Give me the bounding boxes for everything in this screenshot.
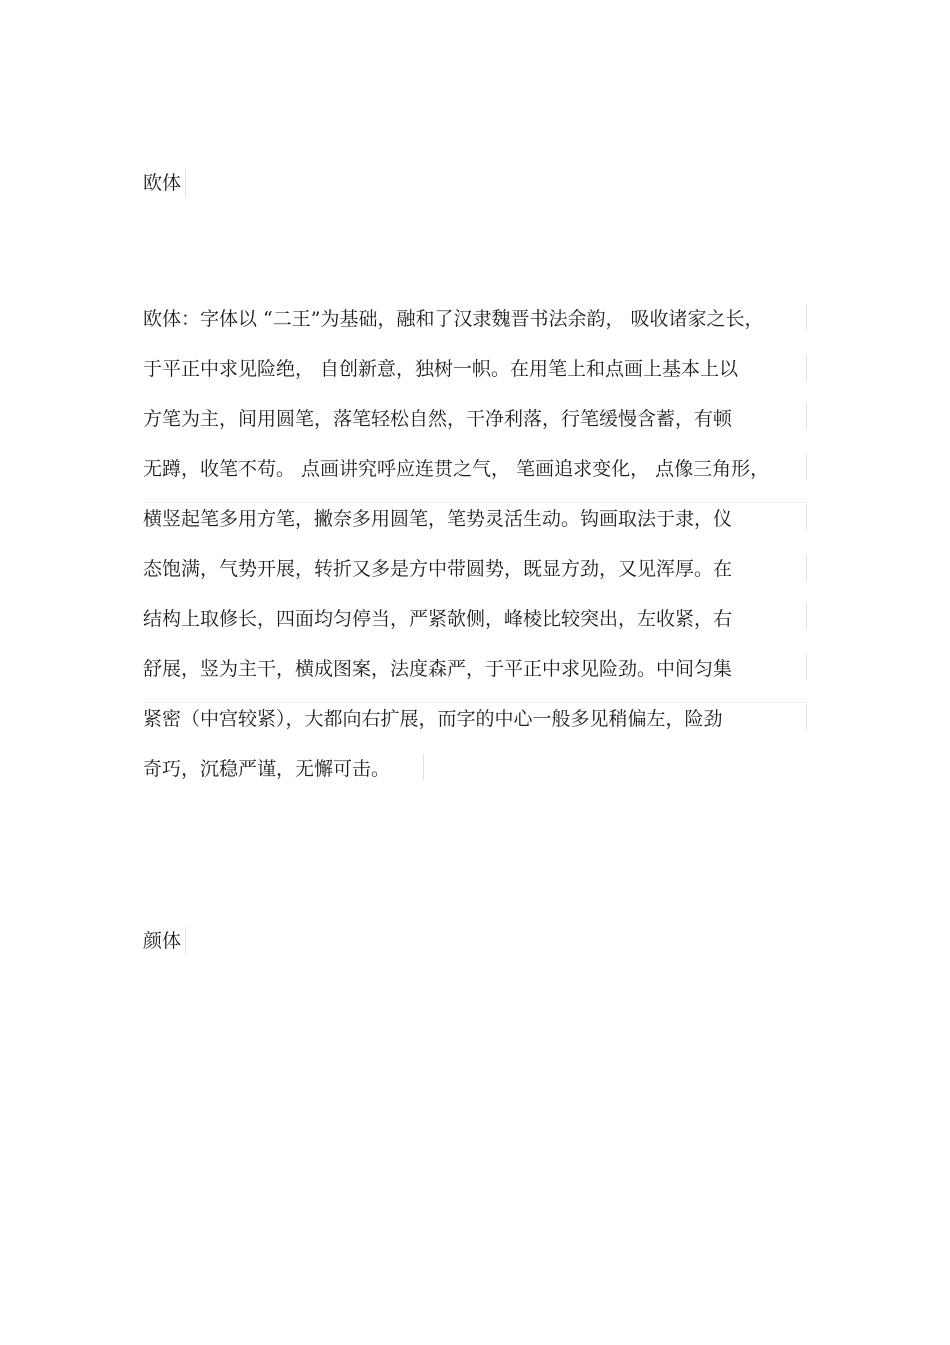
line-edge-divider xyxy=(806,704,807,730)
line-edge-divider xyxy=(806,304,807,330)
paragraph-line xyxy=(143,302,807,352)
paragraph-line-text: 舒展，竖为主干，横成图案，法度森严，于平正中求见险劲。中间匀集 xyxy=(143,658,733,680)
line-edge-divider xyxy=(806,354,807,380)
paragraph-line-text: 奇巧，沉稳严谨，无懈可击。 xyxy=(143,758,391,780)
section-heading-yan: 颜体 xyxy=(143,927,186,955)
paragraph-line xyxy=(143,652,807,702)
paragraph-line xyxy=(143,702,807,752)
line-edge-divider xyxy=(806,454,807,480)
line-edge-divider xyxy=(806,504,807,530)
line-edge-divider xyxy=(806,404,807,430)
paragraph-line-text: 欧体：字体以 “二王”为基础，融和了汉隶魏晋书法余韵， 吸收诸家之长， xyxy=(143,308,764,330)
line-edge-divider xyxy=(423,754,424,780)
line-edge-divider xyxy=(806,604,807,630)
paragraph-line-text: 于平正中求见险绝， 自创新意，独树一帜。在用笔上和点画上基本上以 xyxy=(143,358,739,380)
paragraph-line xyxy=(143,602,807,652)
paragraph-line xyxy=(143,752,424,802)
line-edge-divider xyxy=(806,654,807,680)
paragraph-line-text: 态饱满，气势开展，转折又多是方中带圆势，既显方劲，又见浑厚。在 xyxy=(143,558,733,580)
section-heading-ou: 欧体 xyxy=(143,169,186,197)
paragraph-line-text: 无蹲，收笔不苟。 点画讲究呼应连贯之气， 笔画追求变化， 点像三角形， xyxy=(143,458,770,480)
paragraph-line xyxy=(143,402,807,452)
paragraph-line-text: 方笔为主，间用圆笔，落笔轻松自然，干净利落，行笔缓慢含蓄，有顿 xyxy=(143,408,733,430)
paragraph-line-text: 横竖起笔多用方笔，撇奈多用圆笔，笔势灵活生动。钩画取法于隶，仪 xyxy=(143,508,733,530)
paragraph-line-text: 紧密（中宫较紧），大都向右扩展，而字的中心一般多见稍偏左，险劲 xyxy=(143,708,723,730)
paragraph-ou-style xyxy=(143,302,807,802)
paragraph-line xyxy=(143,502,807,552)
paragraph-line-text: 结构上取修长，四面均匀停当，严紧欹侧，峰棱比较突出，左收紧，右 xyxy=(143,608,733,630)
paragraph-line xyxy=(143,552,807,602)
paragraph-line xyxy=(143,452,807,502)
paragraph-line xyxy=(143,352,807,402)
line-edge-divider xyxy=(806,554,807,580)
